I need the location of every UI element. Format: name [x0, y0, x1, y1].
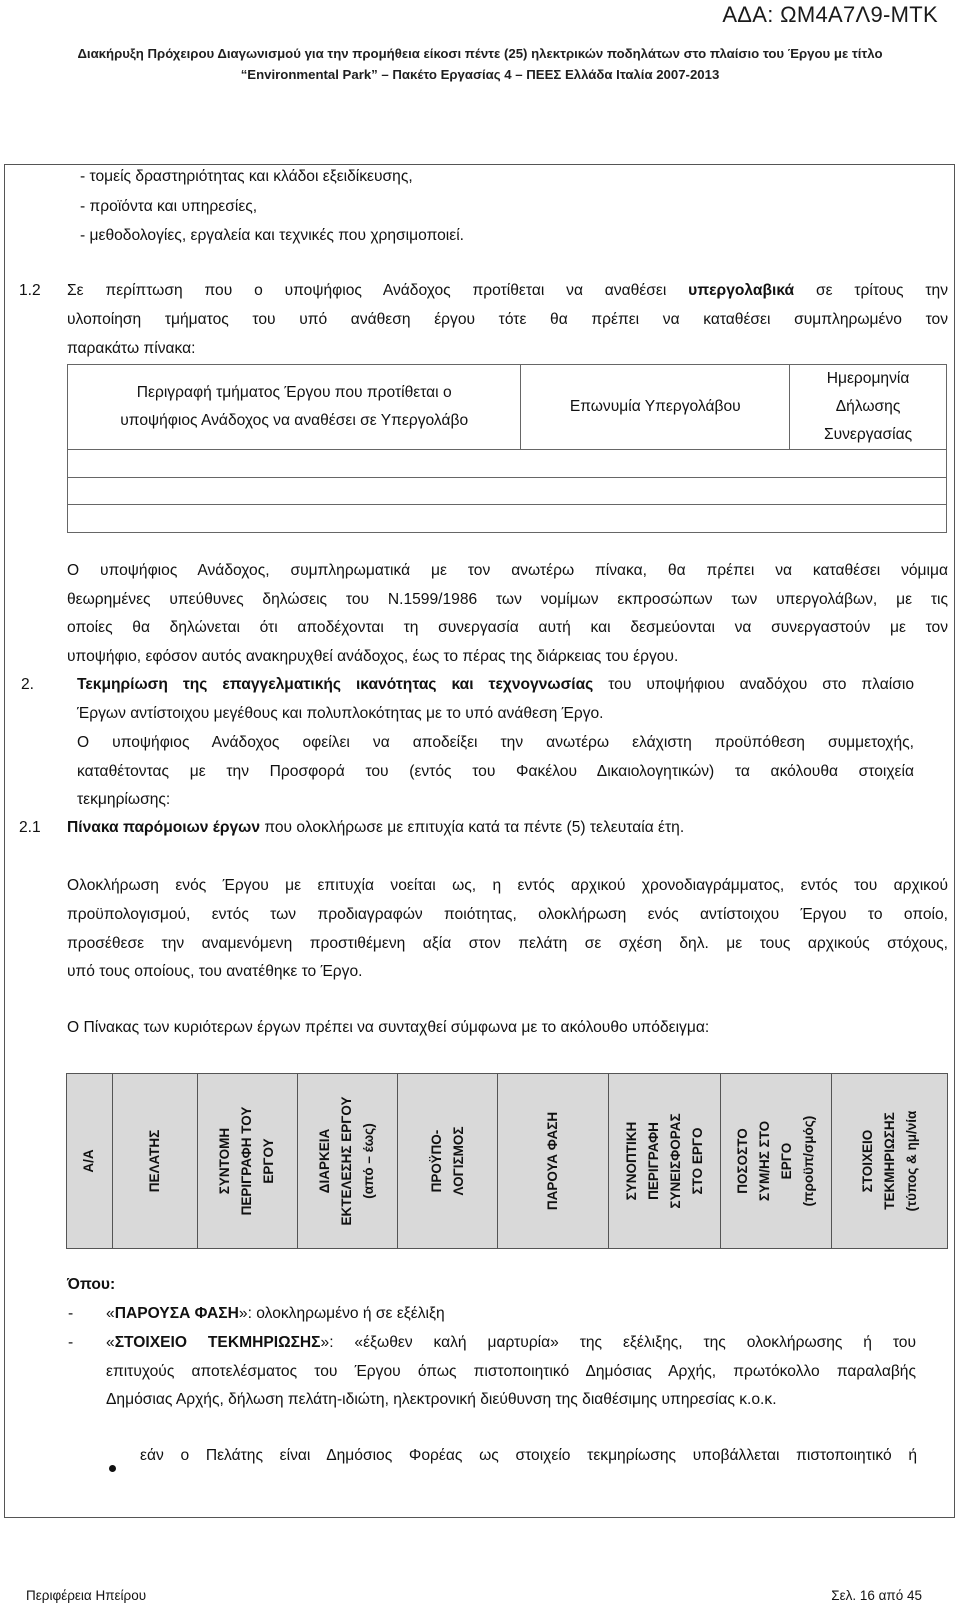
- section-1-2-line-2: υλοποίηση τμήματος του υπό ανάθεση έργου τότε θα πρέπει να καταθέσει συμπληρωμένο τον: [67, 311, 948, 328]
- where-bullet-item: εάν ο Πελάτης είναι Δημόσιος Φορέας ως στοιχείο τεκμηρίωσης υποβάλλεται πιστοποιητικό ή: [140, 1447, 917, 1464]
- where-item-1: «ΠΑΡΟΥΣΑ ΦΑΣΗ»: ολοκληρωμένο ή σε εξέλιξη: [106, 1305, 445, 1322]
- section-1-2-line-3: παρακάτω πίνακα:: [67, 340, 196, 357]
- declarations-paragraph-line: οποίες θα δηλώνεται ότι αποδέχονται τη συνεργασία αυτή και δεσμεύονται να συνεργαστούν με τον: [67, 619, 948, 636]
- projects-col-budget: ΠΡΟΫΠΟ- ΛΟΓΙΣΜΟΣ: [397, 1074, 498, 1249]
- footer-region: Περιφέρεια Ηπείρου: [26, 1588, 147, 1603]
- footer-page-number: Σελ. 16 από 45: [831, 1588, 922, 1603]
- list-item: - μεθοδολογίες, εργαλεία και τεχνικές που χρησιμοποιεί.: [80, 227, 465, 244]
- declarations-paragraph-line: θεωρημένες υπεύθυνες δηλώσεις του Ν.1599/1986 των νομίμων εκπροσώπων των υπεργολάβων, με τις: [67, 591, 948, 608]
- projects-col-current-phase: ΠΑΡΟΥΑ ΦΑΣΗ: [498, 1074, 609, 1249]
- list-item: - προϊόντα και υπηρεσίες,: [80, 198, 258, 215]
- projects-col-client: ΠΕΛΑΤΗΣ: [112, 1074, 197, 1249]
- where-title: Όπου:: [67, 1276, 116, 1293]
- section-2-line-5: τεκμηρίωσης:: [77, 791, 171, 808]
- projects-col-share: ΠΟΣΟΣΤΟ ΣΥΜ/ΗΣ ΣΤΟ ΕΡΓΟ (προϋπ/σμός): [721, 1074, 832, 1249]
- template-intro: Ο Πίνακας των κυριότερων έργων πρέπει να συνταχθεί σύμφωνα με το ακόλουθο υπόδειγμα:: [67, 1019, 710, 1036]
- where-item-2-dash: -: [68, 1334, 74, 1351]
- header-title-line-1: Διακήρυξη Πρόχειρου Διαγωνισμού για την προμήθεια είκοσι πέντε (25) ηλεκτρικών ποδηλάτων στο πλαίσιο του Έργου με τίτλο: [77, 46, 883, 61]
- subcontractor-table-header-name: Επωνυμία Υπεργολάβου: [521, 365, 790, 450]
- subcontractor-table-empty-row[interactable]: [68, 450, 947, 478]
- subcontractor-table: [67, 364, 947, 533]
- completion-paragraph-line: προϋπολογισμού, εντός των προδιαγραφών ποιότητας, ολοκλήρωση ενός αντίστοιχου Έργου το οποίο,: [67, 906, 948, 923]
- projects-template-table: [66, 1073, 948, 1249]
- section-2-1-heading: Πίνακα παρόμοιων έργων που ολοκλήρωσε με επιτυχία κατά τα πέντε (5) τελευταία έτη.: [67, 819, 685, 836]
- where-item-2-line-3: Δημόσιας Αρχής, δήλωση πελάτη-ιδιώτη, ηλεκτρονική διεύθυνση της διαθέσιμης υπηρεσίας κ.ο.κ.: [106, 1391, 777, 1408]
- subcontractor-table-header-date: Ημερομηνία Δήλωσης Συνεργασίας: [790, 365, 947, 450]
- header-title-line-2: “Environmental Park” – Πακέτο Εργασίας 4 – ΠΕΕΣ Ελλάδα Ιταλία 2007-2013: [240, 67, 720, 82]
- projects-col-duration: ΔΙΑΡΚΕΙΑ ΕΚΤΕΛΕΣΗΣ ΕΡΓΟΥ (από – έως): [297, 1074, 397, 1249]
- where-item-1-dash: -: [68, 1305, 74, 1322]
- projects-col-evidence: ΣΤΟΙΧΕΙΟ ΤΕΚΜΗΡΙΩΣΗΣ (τύπος & ημ/νία: [832, 1074, 948, 1249]
- subcontractor-table-header-description: Περιγραφή τμήματος Έργου που προτίθεται ο υποψήφιος Ανάδοχος να αναθέσει σε Υπεργολάβο: [68, 365, 521, 450]
- subcontractor-table-empty-row[interactable]: [68, 505, 947, 533]
- declarations-paragraph-line: υποψήφιο, εφόσον αυτός ανακηρυχθεί ανάδοχος, έως το πέρας της διάρκειας του έργου.: [67, 648, 679, 665]
- projects-col-description: ΣΥΝΤΟΜΗ ΠΕΡΙΓΡΑΦΗ ΤΟΥ ΕΡΓΟΥ: [197, 1074, 297, 1249]
- declarations-paragraph-line: Ο υποψήφιος Ανάδοχος, συμπληρωματικά με τον ανωτέρω πίνακα, θα πρέπει να καταθέσει νόμιμα: [67, 562, 948, 579]
- projects-col-aa: Α/Α: [67, 1074, 113, 1249]
- completion-paragraph-line: υπό τους οποίους, του ανατέθηκε το Έργο.: [67, 963, 363, 980]
- subcontractor-table-empty-row[interactable]: [68, 478, 947, 505]
- section-2-line-4: καταθέτοντας με την Προσφορά του (εντός του Φακέλου Δικαιολογητικών) τα ακόλουθα στοιχεία: [77, 763, 914, 780]
- section-2-line-3: Ο υποψήφιος Ανάδοχος οφείλει να αποδείξει την ανωτέρω ελάχιστη προϋπόθεση συμμετοχής,: [77, 734, 914, 751]
- ada-code: ΑΔΑ: ΩΜ4Α7Λ9-ΜΤΚ: [722, 2, 938, 27]
- list-item: - τομείς δραστηριότητας και κλάδοι εξειδίκευσης,: [80, 168, 413, 185]
- completion-paragraph-line: προσέθεσε την αναμενόμενη προστιθέμενη αξία στον πελάτη σε σχέση δηλ. με τους αρχικούς στόχους,: [67, 935, 948, 952]
- projects-col-contribution: ΣΥΝΟΠΤΙΚΗ ΠΕΡΙΓΡΑΦΗ ΣΥΝΕΙΣΦΟΡΑΣ ΣΤΟ ΕΡΓΟ: [609, 1074, 721, 1249]
- section-number-2: 2.: [21, 676, 35, 693]
- section-number-1-2: 1.2: [19, 282, 41, 299]
- section-1-2-line-1: Σε περίπτωση που ο υποψήφιος Ανάδοχος προτίθεται να αναθέσει υπεργολαβικά σε τρίτους την: [67, 282, 948, 299]
- section-2-line-1: Τεκμηρίωση της επαγγελματικής ικανότητας και τεχνογνωσίας του υποψήφιου αναδόχου στο πλαίσιο: [77, 676, 914, 693]
- section-2-line-2: Έργων αντίστοιχου μεγέθους και πολυπλοκότητας με το υπό ανάθεση Έργο.: [77, 705, 604, 722]
- where-item-2-line-2: επιτυχούς αποτελέσματος του Έργου όπως πιστοποιητικό Δημόσιας Αρχής, πρωτόκολλο παραλαβής: [106, 1363, 916, 1380]
- completion-paragraph-line: Ολοκλήρωση ενός Έργου με επιτυχία νοείται ως, η εντός αρχικού χρονοδιαγράμματος, εντός του αρχικού: [67, 877, 948, 894]
- bullet-dot-icon: [109, 1465, 116, 1472]
- where-item-2-line-1: «ΣΤΟΙΧΕΙΟ ΤΕΚΜΗΡΙΩΣΗΣ»: «έξωθεν καλή μαρτυρία» της εξέλιξης, της ολοκλήρωσης ή του: [106, 1334, 916, 1351]
- section-number-2-1: 2.1: [19, 819, 41, 836]
